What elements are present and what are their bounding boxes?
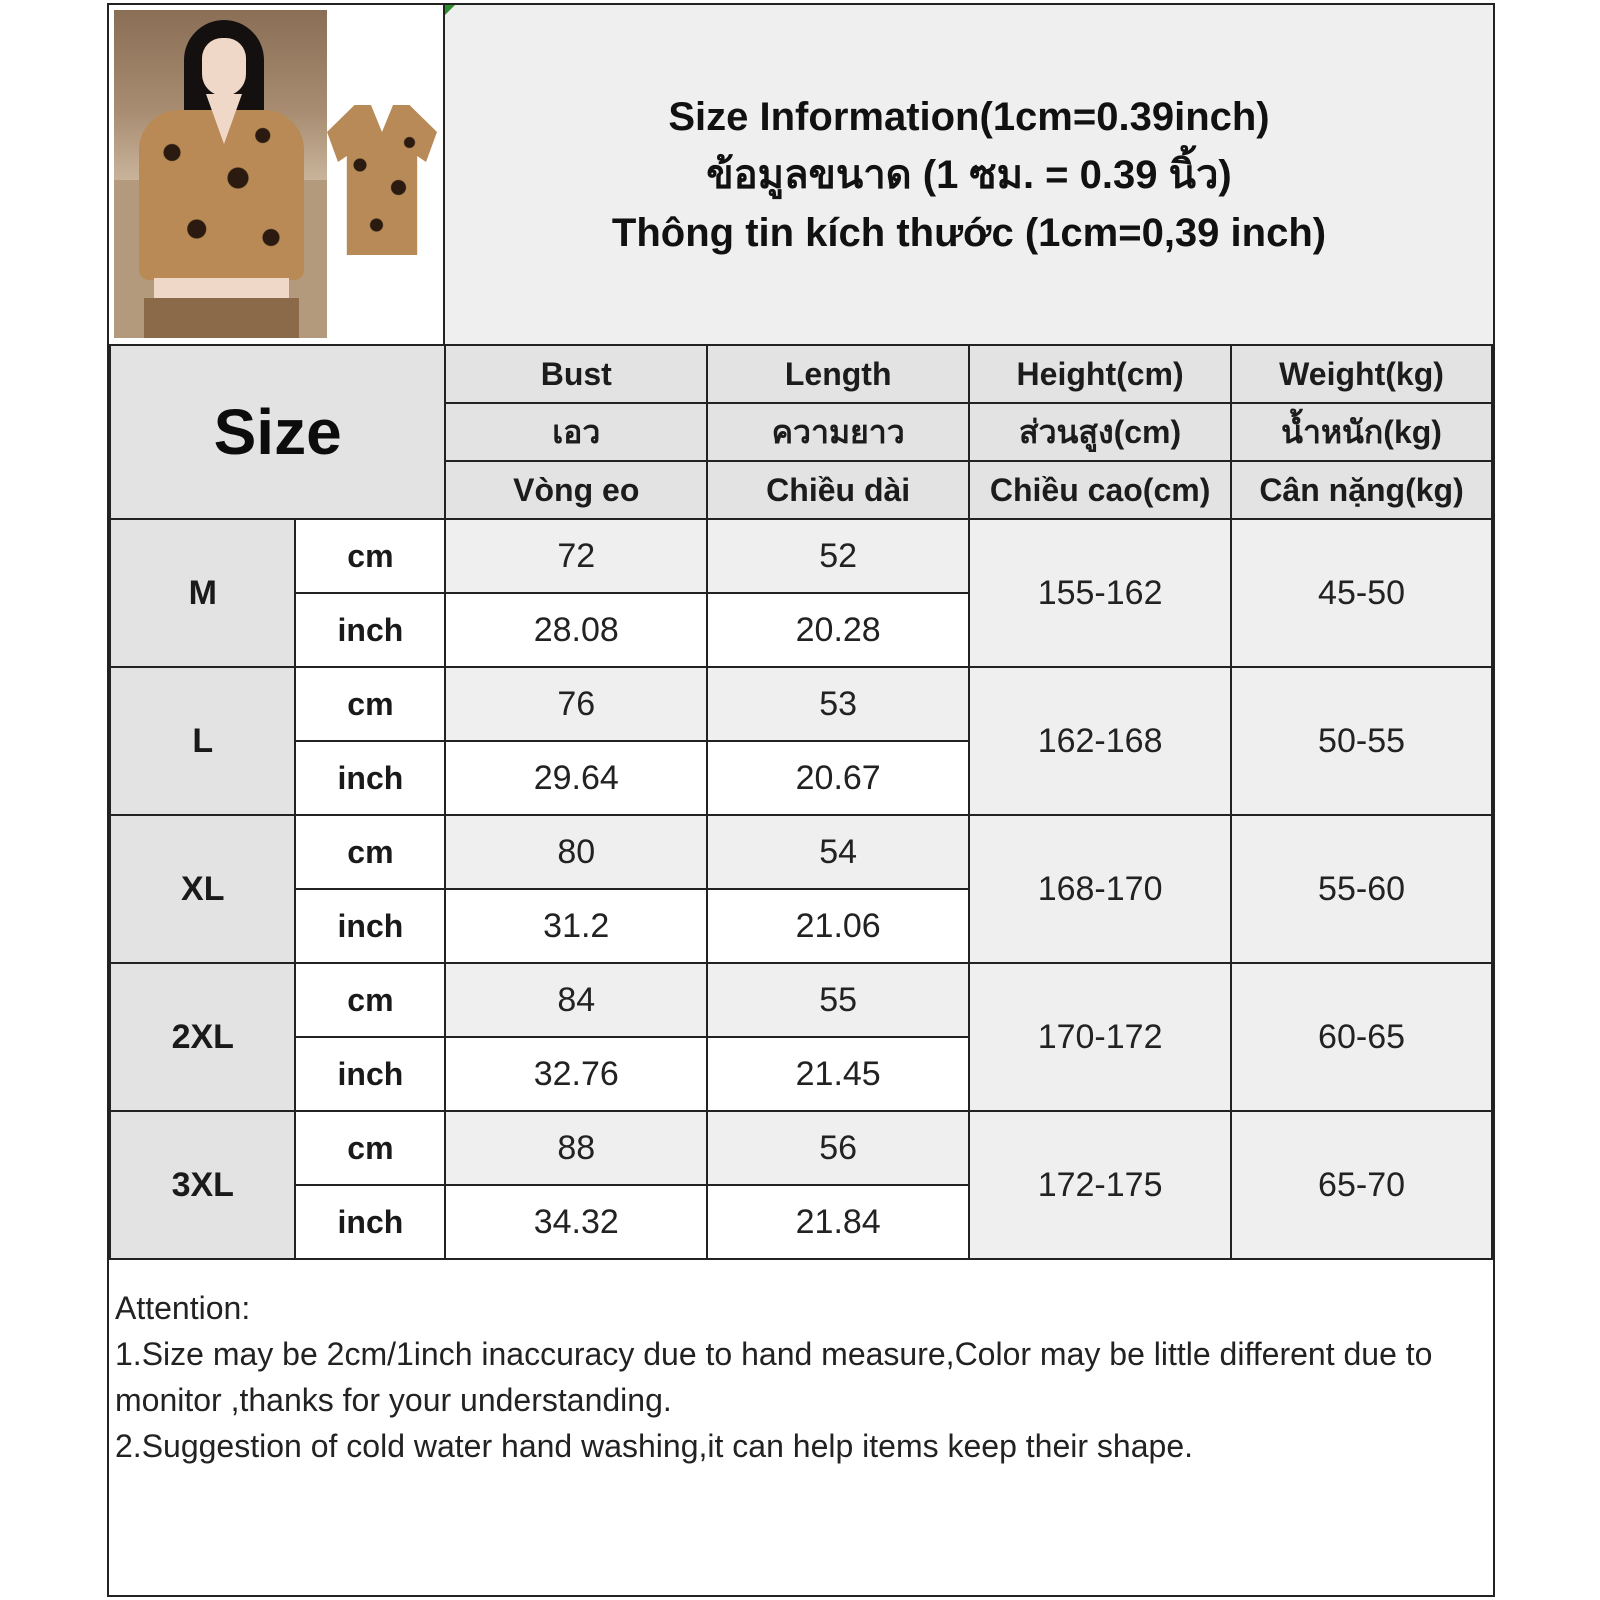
length-cm: 56 [707,1111,969,1185]
length-inch: 21.45 [707,1037,969,1111]
attention-note-1: 1.Size may be 2cm/1inch inaccuracy due to hand measure,Color may be little different due to monitor ,thanks for your understanding. [115,1336,1433,1418]
bust-inch: 31.2 [445,889,707,963]
unit-cm: cm [295,667,445,741]
col-header-weight-th: น้ำหนัก(kg) [1231,403,1492,461]
col-header-height-vi: Chiều cao(cm) [969,461,1231,519]
weight-range: 60-65 [1231,963,1492,1111]
col-header-weight-vi: Cân nặng(kg) [1231,461,1492,519]
bust-cm: 72 [445,519,707,593]
bust-inch: 28.08 [445,593,707,667]
weight-range: 50-55 [1231,667,1492,815]
unit-inch: inch [295,1185,445,1259]
col-header-bust-vi: Vòng eo [445,461,707,519]
title-vietnamese: Thông tin kích thước (1cm=0,39 inch) [611,210,1327,255]
unit-cm: cm [295,963,445,1037]
unit-inch: inch [295,889,445,963]
weight-range: 55-60 [1231,815,1492,963]
size-cell: 3XL [110,1111,295,1259]
length-inch: 20.67 [707,741,969,815]
height-range: 170-172 [969,963,1231,1111]
col-header-bust-th: เอว [445,403,707,461]
bust-inch: 34.32 [445,1185,707,1259]
unit-cm: cm [295,519,445,593]
bust-cm: 88 [445,1111,707,1185]
length-inch: 20.28 [707,593,969,667]
model-photo [114,10,327,338]
height-range: 155-162 [969,519,1231,667]
table-row [110,519,1492,593]
height-range: 172-175 [969,1111,1231,1259]
size-cell: L [110,667,295,815]
product-photo-cell [109,5,445,344]
attention-heading: Attention: [115,1290,251,1326]
unit-inch: inch [295,593,445,667]
table-row [110,815,1492,889]
corner-mark [445,5,455,15]
col-header-weight-en: Weight(kg) [1231,345,1492,403]
size-table [109,344,1493,1260]
attention-note-2: 2.Suggestion of cold water hand washing,it can help items keep their shape. [115,1428,1193,1464]
bust-cm: 84 [445,963,707,1037]
size-cell: XL [110,815,295,963]
size-cell: 2XL [110,963,295,1111]
length-inch: 21.06 [707,889,969,963]
unit-cm: cm [295,815,445,889]
col-header-length-th: ความยาว [707,403,969,461]
unit-inch: inch [295,1037,445,1111]
chart-header [109,5,1493,346]
table-row [110,963,1492,1037]
table-row [110,667,1492,741]
flat-lay-tshirt-photo [327,105,437,255]
bust-inch: 29.64 [445,741,707,815]
length-cm: 53 [707,667,969,741]
attention-notes [109,1285,1493,1469]
length-cm: 55 [707,963,969,1037]
bust-cm: 80 [445,815,707,889]
weight-range: 65-70 [1231,1111,1492,1259]
col-header-bust-en: Bust [445,345,707,403]
height-range: 162-168 [969,667,1231,815]
title-english: Size Information(1cm=0.39inch) [668,94,1270,139]
unit-inch: inch [295,741,445,815]
title-cell [445,5,1493,344]
length-inch: 21.84 [707,1185,969,1259]
height-range: 168-170 [969,815,1231,963]
size-chart-sheet [107,3,1495,1597]
length-cm: 54 [707,815,969,889]
title-thai: ข้อมูลขนาด (1 ซม. = 0.39 นิ้ว) [706,152,1232,197]
unit-cm: cm [295,1111,445,1185]
weight-range: 45-50 [1231,519,1492,667]
size-header: Size [110,345,445,519]
col-header-height-en: Height(cm) [969,345,1231,403]
col-header-length-vi: Chiều dài [707,461,969,519]
size-cell: M [110,519,295,667]
bust-cm: 76 [445,667,707,741]
col-header-length-en: Length [707,345,969,403]
bust-inch: 32.76 [445,1037,707,1111]
length-cm: 52 [707,519,969,593]
table-row [110,1111,1492,1185]
col-header-height-th: ส่วนสูง(cm) [969,403,1231,461]
